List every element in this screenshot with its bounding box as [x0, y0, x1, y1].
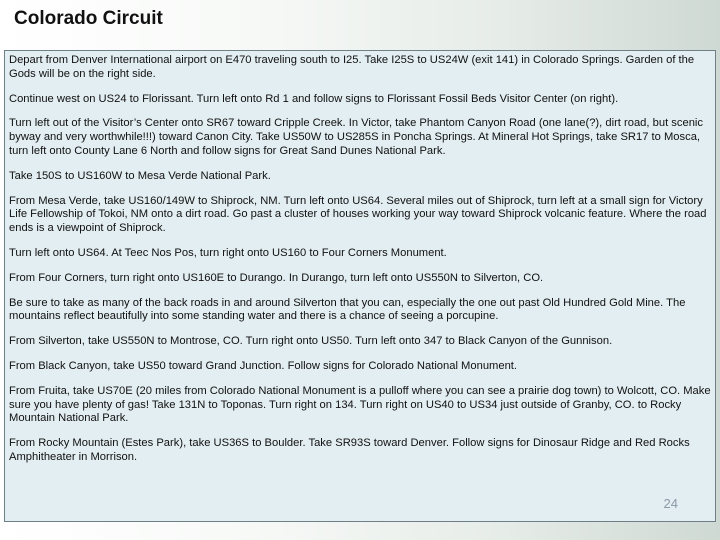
- direction-paragraph: Be sure to take as many of the back roads in and around Silverton that you can, especially the one out past Old Hundred Gold Mine. The mountains reflect beautifully into some standing water and there is a chance of seeing a porcupine.: [9, 296, 686, 323]
- direction-paragraph: From Fruita, take US70E (20 miles from Colorado National Monument is a pulloff where you can see a prairie dog town) to Wolcott, CO. Make sure you have plenty of gas! Take 131N to Toponas. Turn right on 134. Turn right on US40 to US34 just outside of Granby, CO. to Rocky Mountain National Park.: [9, 384, 711, 425]
- direction-paragraph: From Mesa Verde, take US160/149W to Shiprock, NM. Turn left onto US64. Several miles out of Shiprock, turn left at a small sign for Victory Life Fellowship of Tokoi, NM onto a dirt road. Go past a cluster of houses working your way toward Shiprock volcanic feature. Where the road ends is a viewpoint of Shiprock.: [9, 194, 707, 235]
- direction-paragraph: Depart from Denver International airport on E470 traveling south to I25. Take I25S to US24W (exit 141) in Colorado Springs. Garden of the Gods will be on the right side.: [9, 54, 695, 80]
- direction-paragraph: Take 150S to US160W to Mesa Verde National Park.: [9, 169, 271, 182]
- page-number: 24: [663, 496, 678, 511]
- direction-paragraph: Continue west on US24 to Florissant. Turn left onto Rd 1 and follow signs to Florissant Fossil Beds Visitor Center (on right).: [9, 92, 619, 105]
- direction-paragraph: Turn left onto US64. At Teec Nos Pos, turn right onto US160 to Four Corners Monument.: [9, 246, 447, 259]
- slide-title: Colorado Circuit: [14, 8, 163, 29]
- direction-paragraph: From Four Corners, turn right onto US160E to Durango. In Durango, turn left onto US550N to Silverton, CO.: [9, 271, 544, 284]
- direction-paragraph: From Silverton, take US550N to Montrose, CO. Turn right onto US50. Turn left onto 347 to Black Canyon of the Gunnison.: [9, 335, 613, 348]
- direction-paragraph: Turn left out of the Visitor’s Center onto SR67 toward Cripple Creek. In Victor, take Phantom Canyon Road (one lane(?), dirt road, but scenic byway and very worthwhile!!!) toward Canon City. Take US50W to US285S in Poncha Springs. At Mineral Hot Springs, take SR17 to Mosca, turn left onto County Lane 6 North and follow signs for Great Sand Dunes National Park.: [9, 117, 703, 157]
- direction-paragraph: From Rocky Mountain (Estes Park), take US36S to Boulder. Take SR93S toward Denver. Follow signs for Dinosaur Ridge and Red Rocks Amphitheater in Morrison.: [9, 437, 690, 463]
- direction-paragraph: From Black Canyon, take US50 toward Grand Junction. Follow signs for Colorado National Monument.: [9, 359, 518, 372]
- directions-text-box: [4, 50, 716, 522]
